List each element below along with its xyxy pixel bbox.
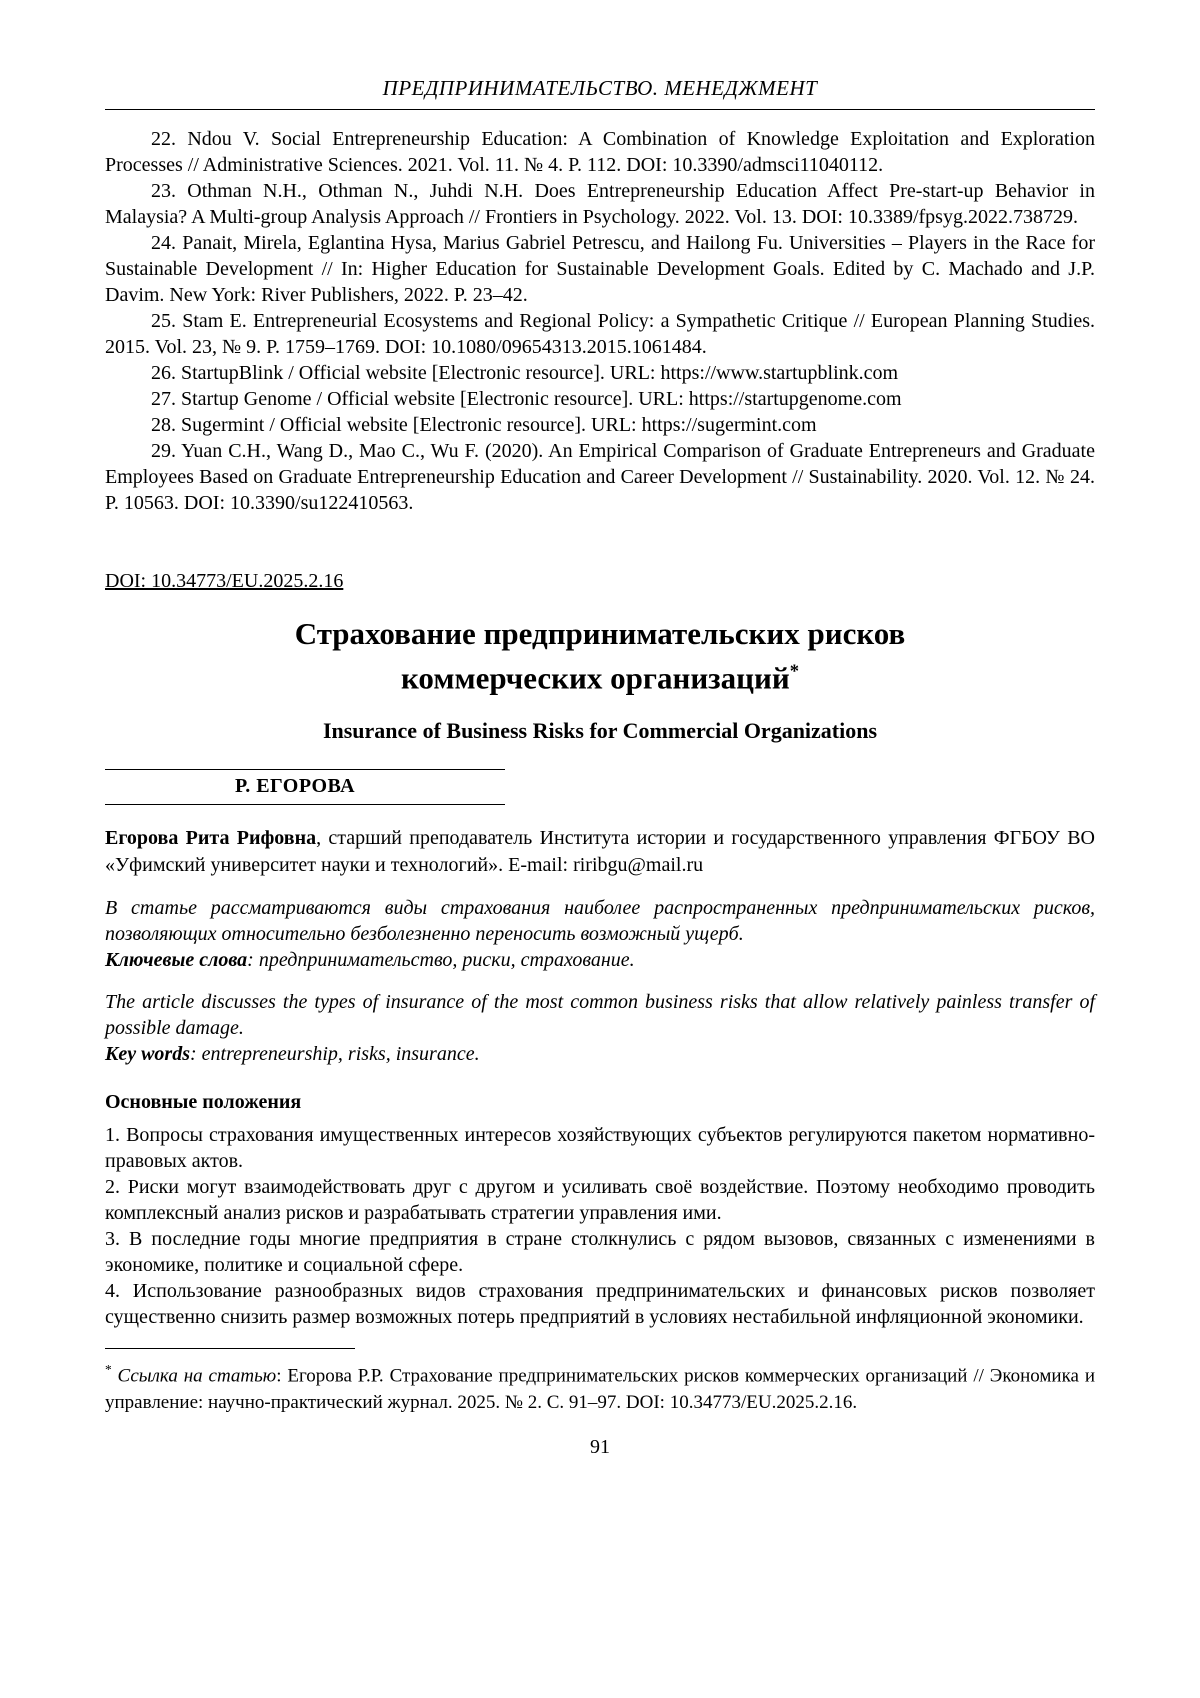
author-block [105,769,505,805]
reference-item-22: 22. Ndou V. Social Entrepreneurship Education: A Combination of Knowledge Exploitation and Exploration Processes // Administrative Sciences. 2021. Vol. 11. № 4. P. 112. DOI: 10.3390/admsci11040112. [105,128,1095,176]
page-number: 91 [590,1435,610,1458]
author-full-name: Егорова Рита Рифовна [105,827,317,850]
abstract-ru-text: В статье рассматриваются виды страхования наиболее распространенных предпринимательских рисков, позволяющих относительно безболезненно переносить возможный ущерб. [105,897,1095,946]
page-header [105,76,1095,110]
main-points-heading: Основные положения [105,1091,302,1114]
article-title-ru [250,615,950,697]
footnote-text [105,1357,1095,1415]
keywords-ru-text: : предпринимательство, риски, страхование. [247,949,635,972]
footnote-body: : Егорова Р.Р. Страхование предпринимательских рисков коммерческих организаций // Экономика и управление: научно-практический журнал. 2025. № 2. С. 91–97. DOI: 10.34773/EU.2025.2.16. [105,1365,1096,1413]
title-ru-text: Страхование предпринимательских рисков коммерческих организаций [294,616,906,696]
footnote-label: Ссылка на статью [117,1365,277,1387]
author-info [105,825,1095,879]
abstract-en [105,989,1095,1067]
reference-item-24: 24. Panait, Mirela, Eglantina Hysa, Marius Gabriel Petrescu, and Hailong Fu. Universities – Players in the Race for Sustainable Development // In: Higher Education for Sustainable Development Goals. Edited by C. Machado and J.P. Davim. New York: River Publishers, 2022. P. 23–42. [105,232,1095,306]
keywords-en [105,1041,1095,1067]
reference-item-23: 23. Othman N.H., Othman N., Juhdi N.H. Does Entrepreneurship Education Affect Pre-start-up Behavior in Malaysia? A Multi-group Analysis Approach // Frontiers in Psychology. 2022. Vol. 13. DOI: 10.3389/fpsyg.2022.738729. [105,180,1095,228]
footnote [105,1348,1095,1415]
abstract-en-text: The article discusses the types of insurance of the most common business risks that allow relatively painless transfer of possible damage. [105,991,1095,1040]
footnote-divider [105,1348,355,1349]
author-details: , старший преподаватель Института истории и государственного управления ФГБОУ ВО «Уфимский университет науки и технологий». E-mail: riribgu@mail.ru [105,827,1095,877]
keywords-en-text: : entrepreneurship, risks, insurance. [190,1043,480,1066]
title-footnote-marker: * [789,661,800,682]
reference-item-29: 29. Yuan C.H., Wang D., Mao C., Wu F. (2020). An Empirical Comparison of Graduate Entrepreneurs and Graduate Employees Based on Graduate Entrepreneurship Education and Career Development // Sustainability. 2020. Vol. 12. № 24. P. 10563. DOI: 10.3390/su122410563. [105,440,1095,514]
reference-item-28: 28. Sugermint / Official website [Electronic resource]. URL: https://sugermint.com [151,414,817,436]
main-point-4: 4. Использование разнообразных видов страхования предпринимательских и финансовых рисков позволяет существенно снизить размер возможных потерь предприятий в условиях нестабильной инфляционной экономики. [105,1280,1095,1329]
keywords-ru [105,947,1095,973]
keywords-ru-label: Ключевые слова [105,949,248,972]
article-title-en: Insurance of Business Risks for Commercial Organizations [322,718,878,744]
references-section [105,126,1095,516]
main-point-2: 2. Риски могут взаимодействовать друг с другом и усиливать своё воздействие. Поэтому необходимо проводить комплексный анализ рисков и разрабатывать стратегии управления ими. [105,1176,1095,1225]
main-point-3: 3. В последние годы многие предприятия в стране столкнулись с рядом вызовов, связанных с изменениями в экономике, политике и социальной сфере. [105,1228,1095,1277]
running-title: ПРЕДПРИНИМАТЕЛЬСТВО. МЕНЕДЖМЕНТ [382,76,818,100]
footnote-marker: * [105,1362,112,1378]
author-short-name: Р. ЕГОРОВА [235,775,356,798]
main-point-1: 1. Вопросы страхования имущественных интересов хозяйствующих субъектов регулируются пакетом нормативно-правовых актов. [105,1124,1095,1173]
reference-item-27: 27. Startup Genome / Official website [Electronic resource]. URL: https://startupgenome.com [151,388,902,410]
reference-item-26: 26. StartupBlink / Official website [Electronic resource]. URL: https://www.startupblink.com [151,362,899,384]
abstract-ru [105,895,1095,973]
keywords-en-label: Key words [105,1043,190,1066]
main-points-list [105,1122,1095,1330]
reference-item-25: 25. Stam E. Entrepreneurial Ecosystems and Regional Policy: a Sympathetic Critique // European Planning Studies. 2015. Vol. 23, № 9. P. 1759–1769. DOI: 10.1080/09654313.2015.1061484. [105,310,1095,358]
article-doi [105,570,1095,593]
doi-text: DOI: 10.34773/EU.2025.2.16 [105,570,344,592]
